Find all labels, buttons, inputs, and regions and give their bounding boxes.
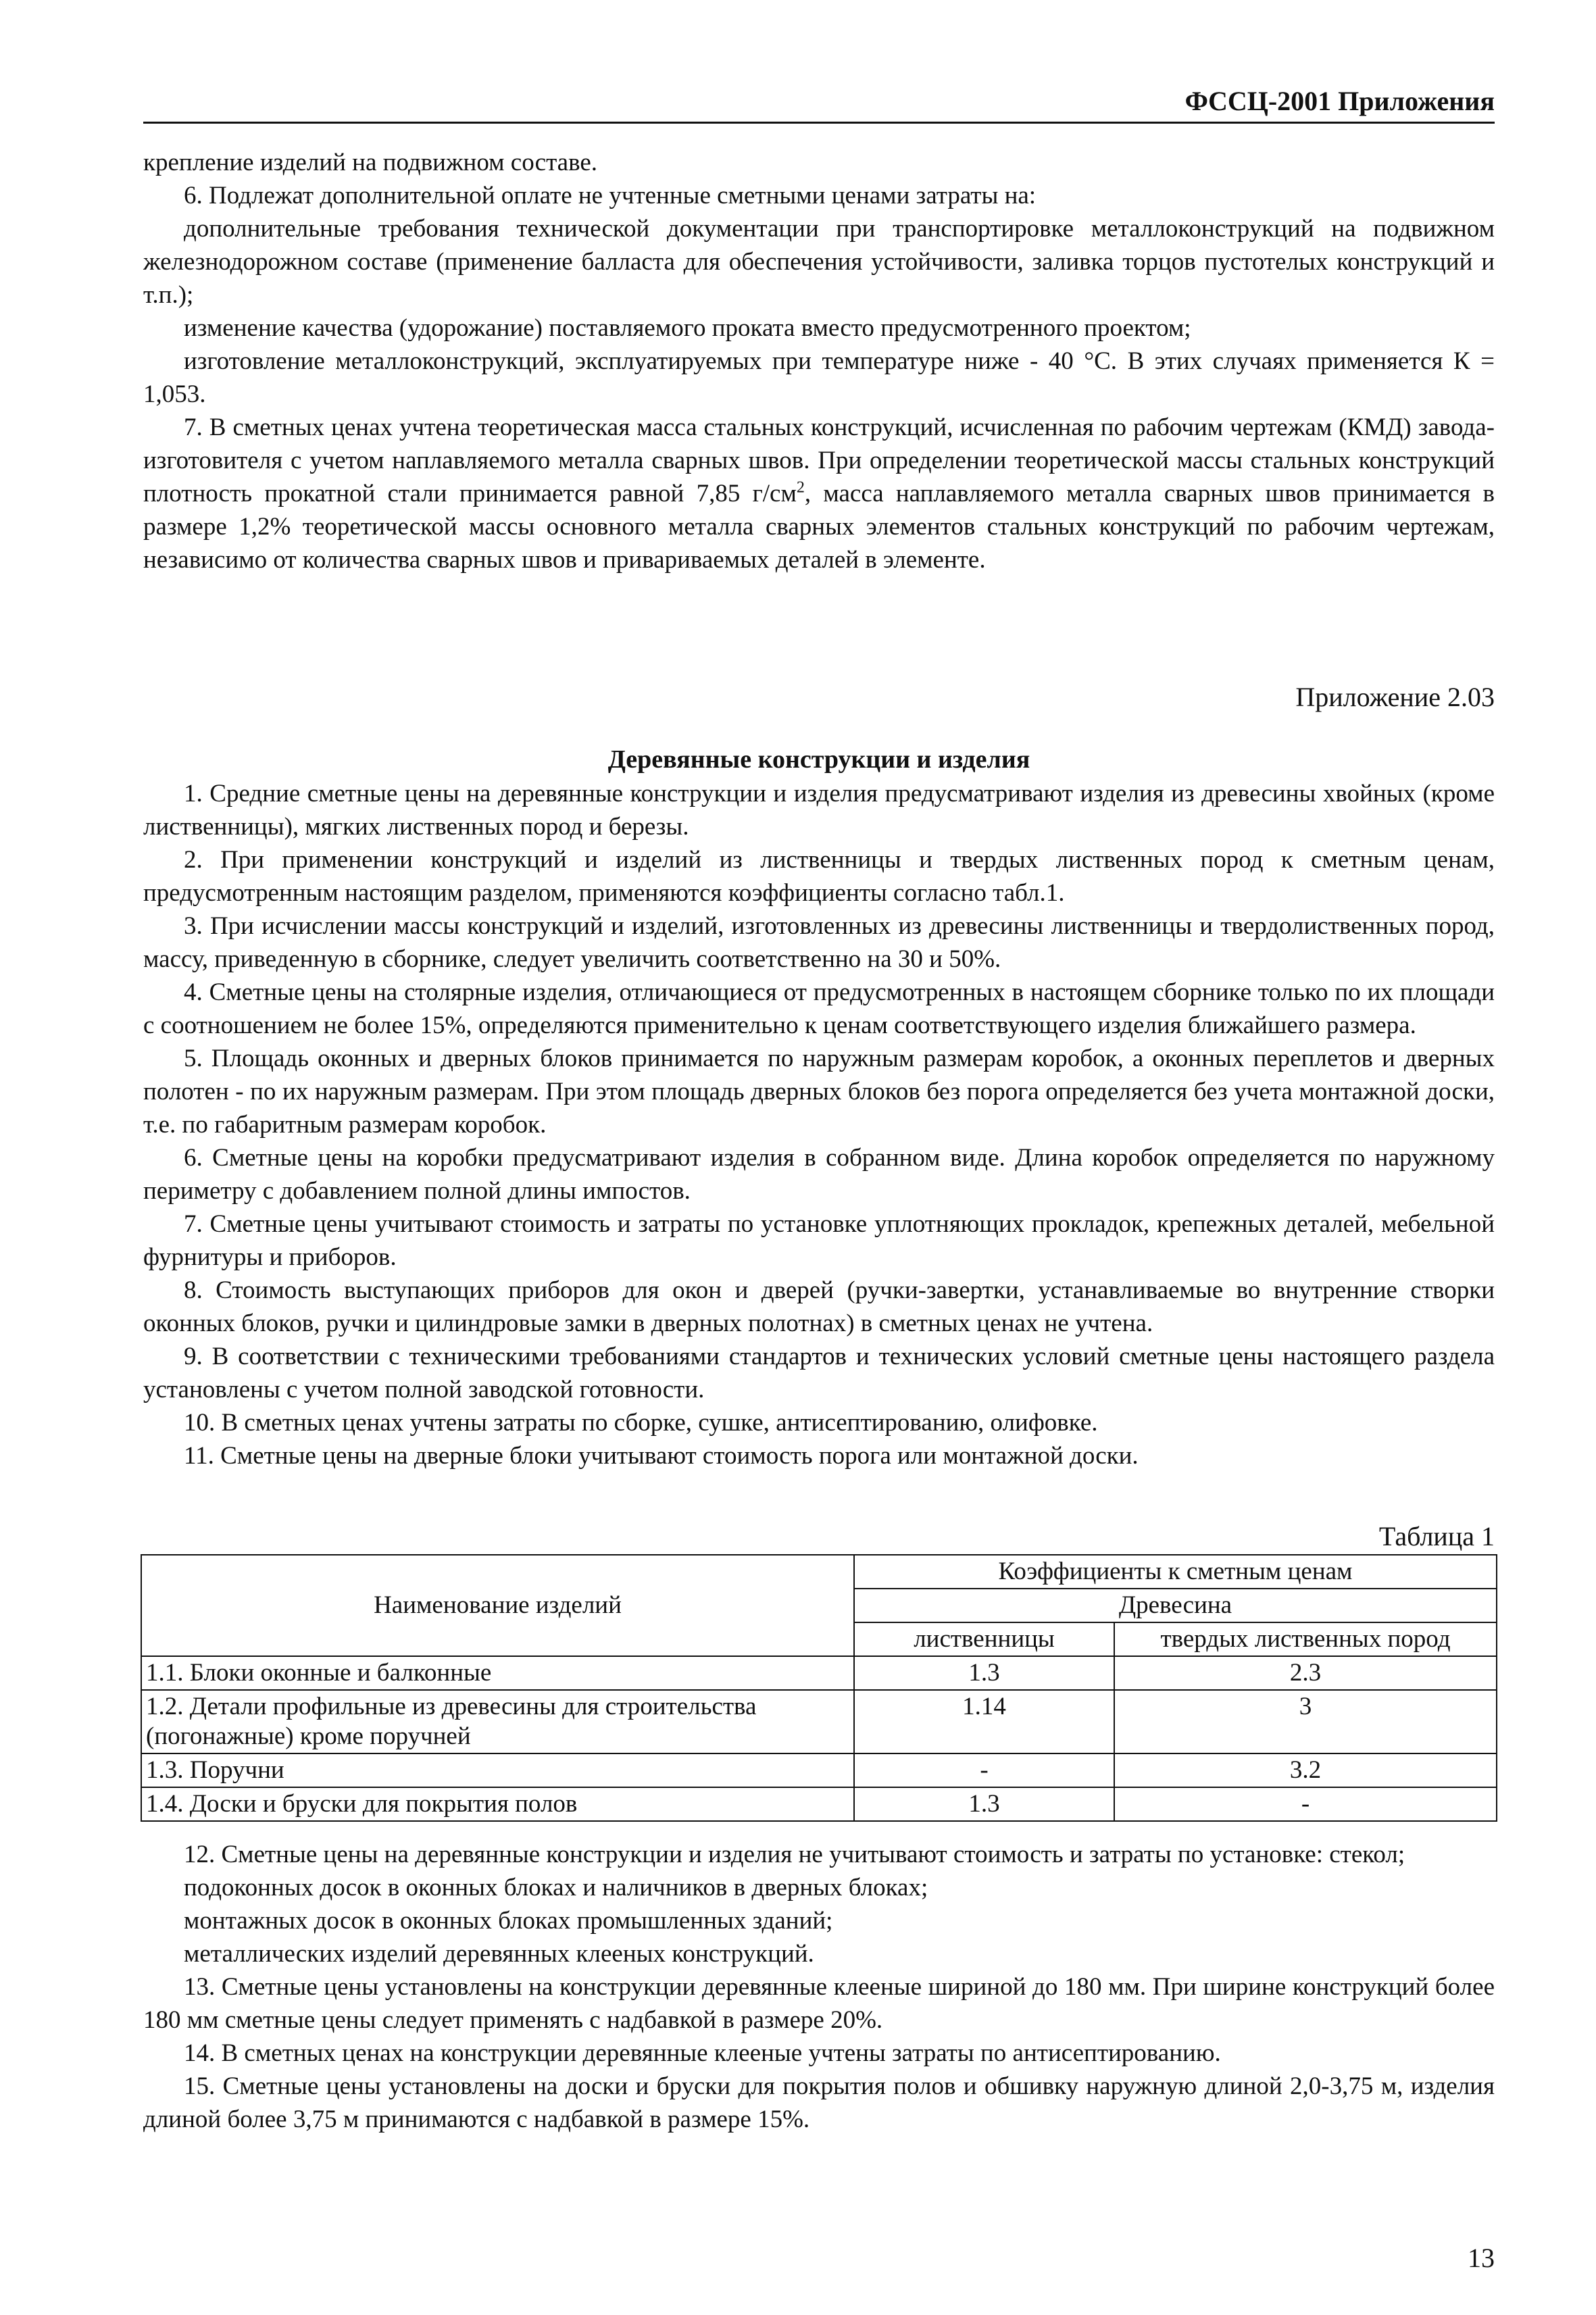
table-row <box>141 1753 1497 1787</box>
row-name: 1.1. Блоки оконные и балконные <box>141 1656 854 1690</box>
header-wood: Древесина <box>854 1589 1497 1622</box>
page-header <box>143 81 1495 124</box>
paragraph: 13. Сметные цены установлены на конструкции деревянные клееные шириной до 180 мм. При ширине конструкций более 180 мм сметные цены следует применять с надбавкой в размере 20%. <box>143 1973 1495 2034</box>
paragraph: изменение качества (удорожание) поставляемого проката вместо предусмотренного проектом; <box>184 314 1191 342</box>
row-name: 1.2. Детали профильные из древесины для строительства (погонажные) кроме поручней <box>141 1690 854 1753</box>
section-title: Деревянные конструкции и изделия <box>607 745 1030 774</box>
row-hardwood: 3.2 <box>1114 1753 1497 1787</box>
paragraph: 5. Площадь оконных и дверных блоков принимается по наружным размерам коробок, а оконных переплетов и дверных полотен - по их наружным размерам. При этом площадь дверных блоков без порога определяется без учета монтажной доски, т.е. по габаритным размерам коробок. <box>143 1045 1495 1139</box>
paragraph: металлических изделий деревянных клееных конструкций. <box>184 1940 814 1968</box>
paragraph: 6. Сметные цены на коробки предусматривают изделия в собранном виде. Длина коробок определяется по наружному периметру с добавлением полной длины импостов. <box>143 1144 1495 1205</box>
paragraph-item-7 <box>143 411 1495 576</box>
paragraph: 15. Сметные цены установлены на доски и бруски для покрытия полов и обшивку наружную длиной 2,0-3,75 м, изделия длиной более 3,75 м принимаются с надбавкой в размере 15%. <box>143 2072 1495 2133</box>
header-larch: лиственницы <box>854 1622 1114 1656</box>
paragraph: крепление изделий на подвижном составе. <box>143 149 598 176</box>
row-name: 1.4. Доски и бруски для покрытия полов <box>141 1787 854 1821</box>
table-header-row <box>141 1555 1497 1589</box>
paragraph: 1. Средние сметные цены на деревянные конструкции и изделия предусматривают изделия из древесины хвойных (кроме лиственницы), мягких лиственных пород и березы. <box>143 780 1495 841</box>
row-hardwood: 2.3 <box>1114 1656 1497 1690</box>
paragraph-text: , масса наплавляемого металла сварных швов принимается в размере 1,2% теоретической массы основного металла сварных элементов стальных конструкций по рабочим чертежам, независимо от количества сварных швов и привариваемых деталей в элементе. <box>143 480 1495 574</box>
header-title: ФССЦ-2001 Приложения <box>1184 86 1495 116</box>
paragraph: 7. Сметные цены учитывают стоимость и затраты по установке уплотняющих прокладок, крепежных деталей, мебельной фурнитуры и приборов. <box>143 1210 1495 1271</box>
row-larch: - <box>854 1753 1114 1787</box>
paragraph: изготовление металлоконструкций, эксплуатируемых при температуре ниже - 40 °С. В этих случаях применяется К = 1,053. <box>143 347 1495 408</box>
paragraph: 10. В сметных ценах учтены затраты по сборке, сушке, антисептированию, олифовке. <box>184 1409 1098 1437</box>
header-name: Наименование изделий <box>141 1555 854 1656</box>
paragraph: дополнительные требования технической документации при транспортировке металлоконструкций на подвижном железнодорожном составе (применение балласта для обеспечения устойчивости, заливка торцов пустотелых конструкций и т.п.); <box>143 215 1495 309</box>
paragraph: 8. Стоимость выступающих приборов для окон и дверей (ручки-завертки, устанавливаемые во внутренние створки оконных блоков, ручки и цилиндровые замки в дверных полотнах) в сметных ценах не учтена. <box>143 1276 1495 1337</box>
paragraph: 6. Подлежат дополнительной оплате не учтенные сметными ценами затраты на: <box>184 182 1037 209</box>
row-larch: 1.3 <box>854 1787 1114 1821</box>
paragraph: 9. В соответствии с техническими требованиями стандартов и технических условий сметные цены настоящего раздела установлены с учетом полной заводской готовности. <box>143 1343 1495 1403</box>
paragraph: 4. Сметные цены на столярные изделия, отличающиеся от предусмотренных в настоящем сборнике только по их площади с соотношением не более 15%, определяются применительно к ценам соответствующего изделия ближайшего размера. <box>143 978 1495 1039</box>
paragraph: 14. В сметных ценах на конструкции деревянные клееные учтены затраты по антисептированию. <box>184 2039 1221 2067</box>
page-number: 13 <box>1468 2243 1495 2273</box>
coefficients-table <box>141 1554 1497 1822</box>
paragraph-text: 7. В сметных ценах учтена теоретическая масса стальных конструкций, исчисленная по рабочим чертежам (КМД) завода-изготовителя с учетом наплавляемого металла сварных швов. При определении теоретической массы стальных конструкций плотность прокатной стали принимается равной 7,85 г/см <box>143 414 1495 507</box>
row-larch: 1.14 <box>854 1690 1114 1753</box>
section-installation-notes <box>143 1838 1495 2136</box>
paragraph: 2. При применении конструкций и изделий из лиственницы и твердых лиственных пород к сметным ценам, предусмотренным настоящим разделом, применяются коэффициенты согласно табл.1. <box>143 846 1495 907</box>
paragraph: 12. Сметные цены на деревянные конструкции и изделия не учитывают стоимость и затраты по установке: стекол; <box>184 1841 1405 1868</box>
table-row <box>141 1656 1497 1690</box>
appendix-label: Приложение 2.03 <box>1295 682 1495 712</box>
section-wood-notes <box>143 777 1495 1472</box>
superscript: 2 <box>796 478 805 497</box>
row-name: 1.3. Поручни <box>141 1753 854 1787</box>
paragraph: 3. При исчислении массы конструкций и изделий, изготовленных из древесины лиственницы и твердолиственных пород, массу, приведенную в сборнике, следует увеличить соответственно на 30 и 50%. <box>143 912 1495 973</box>
row-hardwood: 3 <box>1114 1690 1497 1753</box>
header-hardwood: твердых лиственных пород <box>1114 1622 1497 1656</box>
table-caption: Таблица 1 <box>1378 1521 1495 1551</box>
row-larch: 1.3 <box>854 1656 1114 1690</box>
header-coefficients: Коэффициенты к сметным ценам <box>854 1555 1497 1589</box>
paragraph: подоконных досок в оконных блоках и наличников в дверных блоках; <box>184 1874 928 1901</box>
paragraph: монтажных досок в оконных блоках промышленных зданий; <box>184 1907 833 1935</box>
table-row <box>141 1787 1497 1821</box>
section-metal-notes <box>143 146 1495 576</box>
row-hardwood: - <box>1114 1787 1497 1821</box>
table-row <box>141 1690 1497 1753</box>
paragraph: 11. Сметные цены на дверные блоки учитывают стоимость порога или монтажной доски. <box>184 1442 1139 1470</box>
